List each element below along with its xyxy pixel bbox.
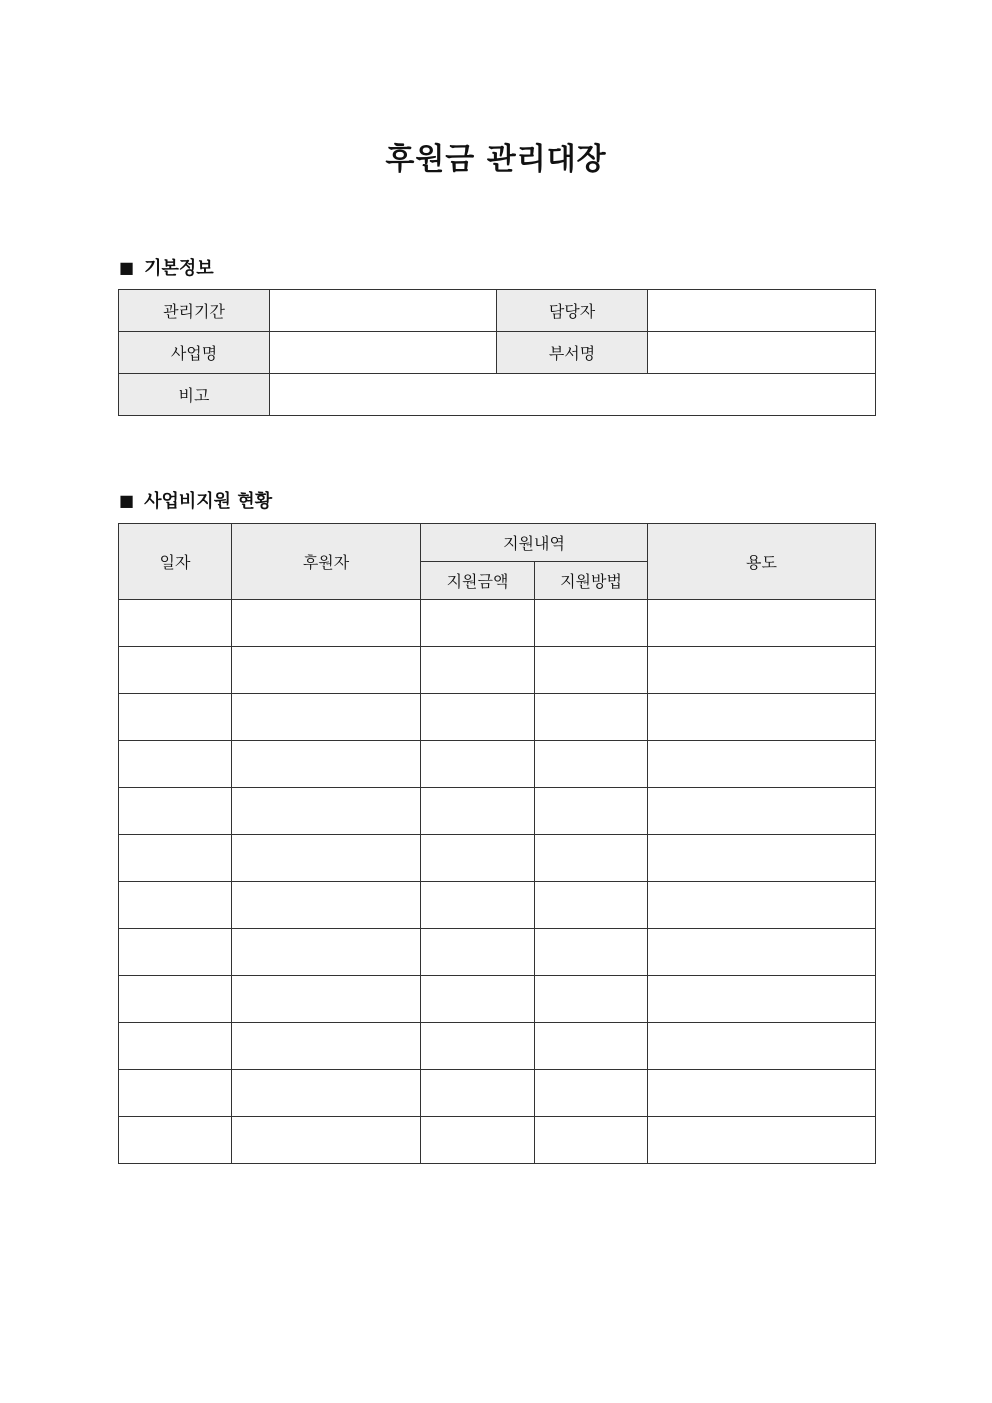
table-row [119, 694, 876, 741]
support-heading-label: 사업비지원 현황 [144, 491, 273, 512]
amount-cell[interactable] [421, 1070, 535, 1117]
date-cell[interactable] [119, 929, 232, 976]
amount-cell[interactable] [421, 1023, 535, 1070]
method-cell[interactable] [535, 1070, 648, 1117]
table-row [119, 929, 876, 976]
sponsor-cell[interactable] [232, 741, 421, 788]
date-cell[interactable] [119, 1070, 232, 1117]
usage-cell[interactable] [648, 741, 876, 788]
project-label: 사업명 [119, 332, 270, 374]
date-cell[interactable] [119, 882, 232, 929]
date-cell[interactable] [119, 694, 232, 741]
basic-info-table [118, 289, 876, 416]
date-cell[interactable] [119, 741, 232, 788]
usage-cell[interactable] [648, 929, 876, 976]
table-row [119, 882, 876, 929]
table-row [119, 647, 876, 694]
method-cell[interactable] [535, 600, 648, 647]
table-row [119, 835, 876, 882]
sponsor-cell[interactable] [232, 929, 421, 976]
method-cell[interactable] [535, 741, 648, 788]
support-table [118, 523, 876, 1164]
sponsor-cell[interactable] [232, 976, 421, 1023]
support-table-body [119, 600, 876, 1164]
basic-info-row [119, 374, 876, 416]
amount-cell[interactable] [421, 741, 535, 788]
basic-info-heading [119, 254, 214, 280]
amount-cell[interactable] [421, 976, 535, 1023]
table-row [119, 1117, 876, 1164]
table-row [119, 976, 876, 1023]
amount-cell[interactable] [421, 835, 535, 882]
date-cell[interactable] [119, 976, 232, 1023]
usage-cell[interactable] [648, 1070, 876, 1117]
sponsor-cell[interactable] [232, 1023, 421, 1070]
sponsor-cell[interactable] [232, 600, 421, 647]
table-row [119, 1023, 876, 1070]
table-row [119, 600, 876, 647]
sponsor-cell[interactable] [232, 835, 421, 882]
usage-cell[interactable] [648, 1117, 876, 1164]
department-value-cell[interactable] [648, 332, 876, 374]
sponsor-cell[interactable] [232, 788, 421, 835]
usage-cell[interactable] [648, 882, 876, 929]
method-cell[interactable] [535, 976, 648, 1023]
method-cell[interactable] [535, 788, 648, 835]
usage-cell[interactable] [648, 647, 876, 694]
date-header: 일자 [119, 524, 232, 600]
date-cell[interactable] [119, 647, 232, 694]
department-label: 부서명 [497, 332, 648, 374]
method-cell[interactable] [535, 694, 648, 741]
method-cell[interactable] [535, 647, 648, 694]
amount-cell[interactable] [421, 1117, 535, 1164]
amount-cell[interactable] [421, 788, 535, 835]
usage-cell[interactable] [648, 788, 876, 835]
period-value-cell[interactable] [270, 290, 497, 332]
period-label: 관리기간 [119, 290, 270, 332]
basic-info-row [119, 332, 876, 374]
date-cell[interactable] [119, 1023, 232, 1070]
manager-value-cell[interactable] [648, 290, 876, 332]
usage-cell[interactable] [648, 600, 876, 647]
support-heading [119, 487, 272, 513]
sponsor-cell[interactable] [232, 882, 421, 929]
manager-label: 담당자 [497, 290, 648, 332]
amount-cell[interactable] [421, 882, 535, 929]
basic-info-row [119, 290, 876, 332]
remarks-label: 비고 [119, 374, 270, 416]
date-cell[interactable] [119, 835, 232, 882]
sponsor-cell[interactable] [232, 1117, 421, 1164]
method-cell[interactable] [535, 1023, 648, 1070]
amount-cell[interactable] [421, 929, 535, 976]
basic-info-heading-label: 기본정보 [144, 258, 214, 279]
sponsor-cell[interactable] [232, 694, 421, 741]
table-row [119, 741, 876, 788]
usage-cell[interactable] [648, 1023, 876, 1070]
usage-header: 용도 [648, 524, 876, 600]
amount-cell[interactable] [421, 600, 535, 647]
project-value-cell[interactable] [270, 332, 497, 374]
amount-cell[interactable] [421, 694, 535, 741]
sponsor-header: 후원자 [232, 524, 421, 600]
amount-cell[interactable] [421, 647, 535, 694]
usage-cell[interactable] [648, 976, 876, 1023]
method-cell[interactable] [535, 835, 648, 882]
date-cell[interactable] [119, 1117, 232, 1164]
page-title: 후원금 관리대장 [385, 142, 607, 177]
table-row [119, 1070, 876, 1117]
square-bullet-icon: ■ [119, 257, 135, 277]
support-header-row [119, 524, 876, 562]
method-cell[interactable] [535, 1117, 648, 1164]
usage-cell[interactable] [648, 835, 876, 882]
square-bullet-icon: ■ [119, 490, 135, 510]
amount-header: 지원금액 [421, 562, 535, 600]
sponsor-cell[interactable] [232, 647, 421, 694]
usage-cell[interactable] [648, 694, 876, 741]
method-cell[interactable] [535, 882, 648, 929]
remarks-value-cell[interactable] [270, 374, 876, 416]
date-cell[interactable] [119, 788, 232, 835]
detail-header: 지원내역 [421, 524, 648, 562]
date-cell[interactable] [119, 600, 232, 647]
method-header: 지원방법 [535, 562, 648, 600]
table-row [119, 788, 876, 835]
method-cell[interactable] [535, 929, 648, 976]
sponsor-cell[interactable] [232, 1070, 421, 1117]
